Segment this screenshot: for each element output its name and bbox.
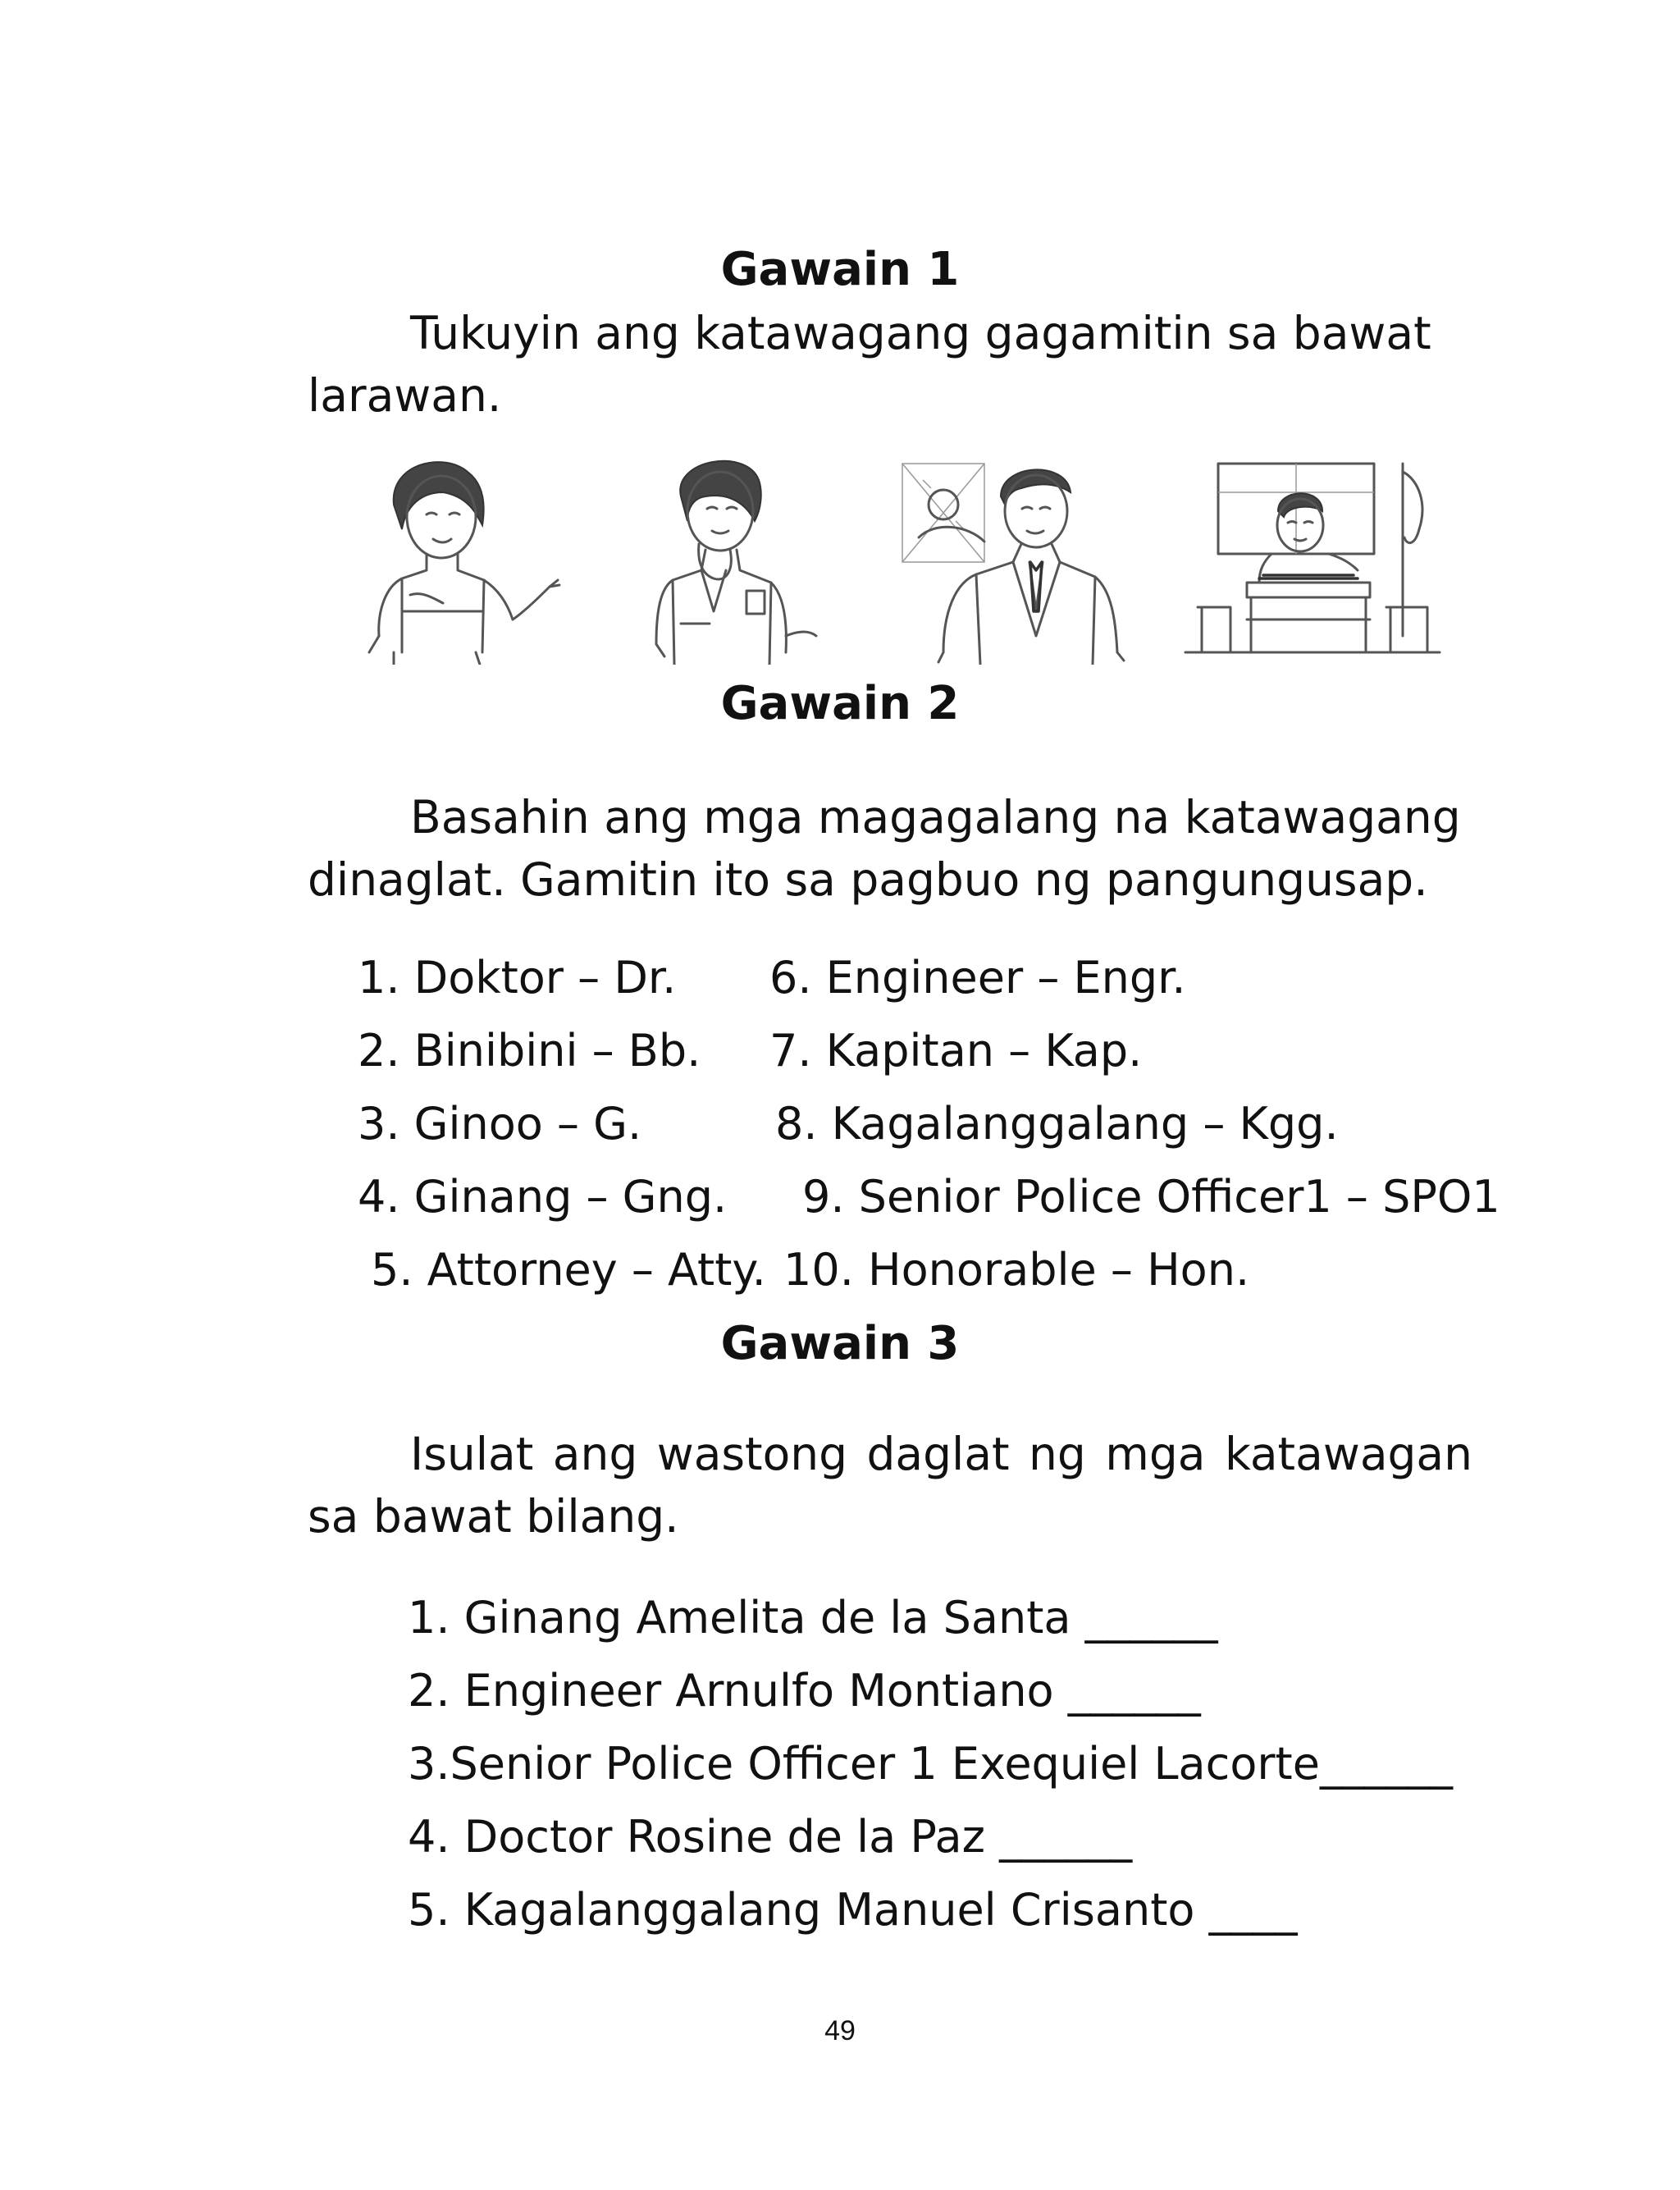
gawain-2-heading: Gawain 2 <box>720 677 960 730</box>
abbreviation-item: 3. Ginoo – G. <box>358 1098 642 1150</box>
official-at-desk-illustration <box>1181 447 1444 665</box>
exercise-item: 3.Senior Police Officer 1 Exequiel Lacorte______ <box>408 1738 1453 1790</box>
gawain-3-heading: Gawain 3 <box>720 1317 960 1370</box>
doctor-with-stethoscope-illustration <box>623 447 829 665</box>
page-number: 49 <box>824 2015 856 2046</box>
gawain-1-heading: Gawain 1 <box>720 243 960 296</box>
abbreviation-item: 10. Honorable – Hon. <box>783 1244 1250 1296</box>
abbreviation-item: 1. Doktor – Dr. <box>358 952 677 1004</box>
gawain-3-instruction: Isulat ang wastong daglat ng mga katawagan sa bawat bilang. <box>308 1428 1472 1543</box>
abbreviation-item: 7. Kapitan – Kap. <box>769 1025 1143 1077</box>
exercise-item: 5. Kagalanggalang Manuel Crisanto ____ <box>408 1884 1298 1936</box>
exercise-item: 4. Doctor Rosine de la Paz ______ <box>408 1811 1133 1863</box>
exercise-item: 1. Ginang Amelita de la Santa ______ <box>408 1592 1218 1644</box>
abbreviation-item: 2. Binibini – Bb. <box>358 1025 701 1077</box>
woman-gesturing-illustration <box>345 447 566 665</box>
gawain-2-instruction: Basahin ang mga magagalang na katawagang dinaglat. Gamitin ito sa pagbuo ng pangungusap. <box>308 791 1461 906</box>
abbreviation-item: 4. Ginang – Gng. <box>358 1171 728 1223</box>
exercise-item: 2. Engineer Arnulfo Montiano ______ <box>408 1665 1201 1717</box>
abbreviation-item: 6. Engineer – Engr. <box>769 952 1186 1004</box>
gawain-1-instruction: Tukuyin ang katawagang gagamitin sa bawat larawan. <box>308 307 1431 422</box>
abbreviation-item: 8. Kagalanggalang – Kgg. <box>775 1098 1339 1150</box>
abbreviation-item: 5. Attorney – Atty. <box>371 1244 766 1296</box>
man-in-suit-illustration <box>878 447 1140 665</box>
abbreviation-item: 9. Senior Police Officer1 – SPO1 <box>802 1171 1500 1223</box>
